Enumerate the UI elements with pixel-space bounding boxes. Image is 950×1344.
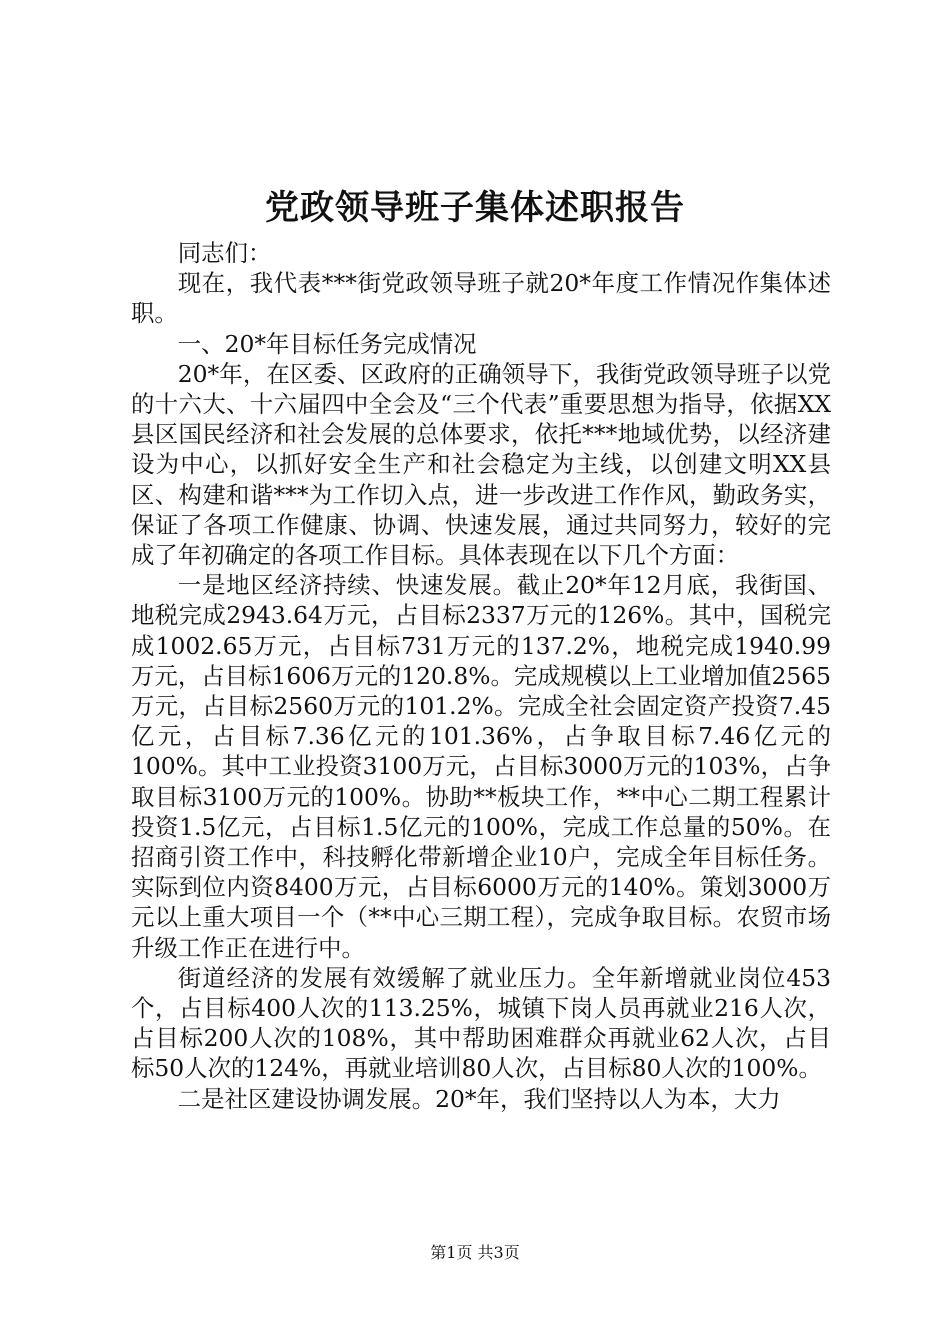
document-title: 党政领导班子集体述职报告	[265, 188, 685, 228]
community-paragraph: 二是社区建设协调发展。20*年，我们坚持以人为本，大力	[177, 1084, 781, 1113]
document-body	[131, 238, 831, 1114]
page-footer: 第1页 共3页	[430, 1243, 520, 1262]
employment-paragraph: 街道经济的发展有效缓解了就业压力。全年新增就业岗位453个，占目标400人次的113.25%，城镇下岗人员再就业216人次，占目标200人次的108%，其中帮助困难群众再就业62人次，占目标50人次的124%，再就业培训80人次，占目标80人次的100%。	[131, 963, 831, 1083]
economy-paragraph: 一是地区经济持续、快速发展。截止20*年12月底，我街国、地税完成2943.64万元，占目标2337万元的126%。其中，国税完成1002.65万元，占目标731万元的137.2%，地税完成1940.99万元，占目标1606万元的120.8%。完成规模以上工业增加值2565万元，占目标2560万元的101.2%。完成全社会固定资产投资7.45亿元，占目标7.36亿元的101.36%，占争取目标7.46亿元的100%。其中工业投资3100万元，占目标3000万元的103%，占争取目标3100万元的100%。协助**板块工作，**中心二期工程累计投资1.5亿元，占目标1.5亿元的100%，完成工作总量的50%。在招商引资工作中，科技孵化带新增企业10户，完成全年目标任务。实际到位内资8400万元，占目标6000万元的140%。策划3000万元以上重大项目一个（**中心三期工程），完成争取目标。农贸市场升级工作正在进行中。	[131, 571, 831, 962]
section-heading: 一、20*年目标任务完成情况	[177, 329, 477, 358]
greeting-paragraph: 同志们：	[177, 239, 272, 267]
summary-paragraph: 20*年，在区委、区政府的正确领导下，我街党政领导班子以党的十六大、十六届四中全会及“三个代表”重要思想为指导，依据XX县区国民经济和社会发展的总体要求，依托***地域优势，以经济建设为中心，以抓好安全生产和社会稳定为主线，以创建文明XX县区、构建和谐***为工作切入点，进一步改进工作作风，勤政务实，保证了各项工作健康、协调、快速发展，通过共同努力，较好的完成了年初确定的各项工作目标。具体表现在以下几个方面：	[131, 359, 831, 570]
intro-paragraph: 现在，我代表***街党政领导班子就20*年度工作情况作集体述职。	[131, 269, 831, 328]
